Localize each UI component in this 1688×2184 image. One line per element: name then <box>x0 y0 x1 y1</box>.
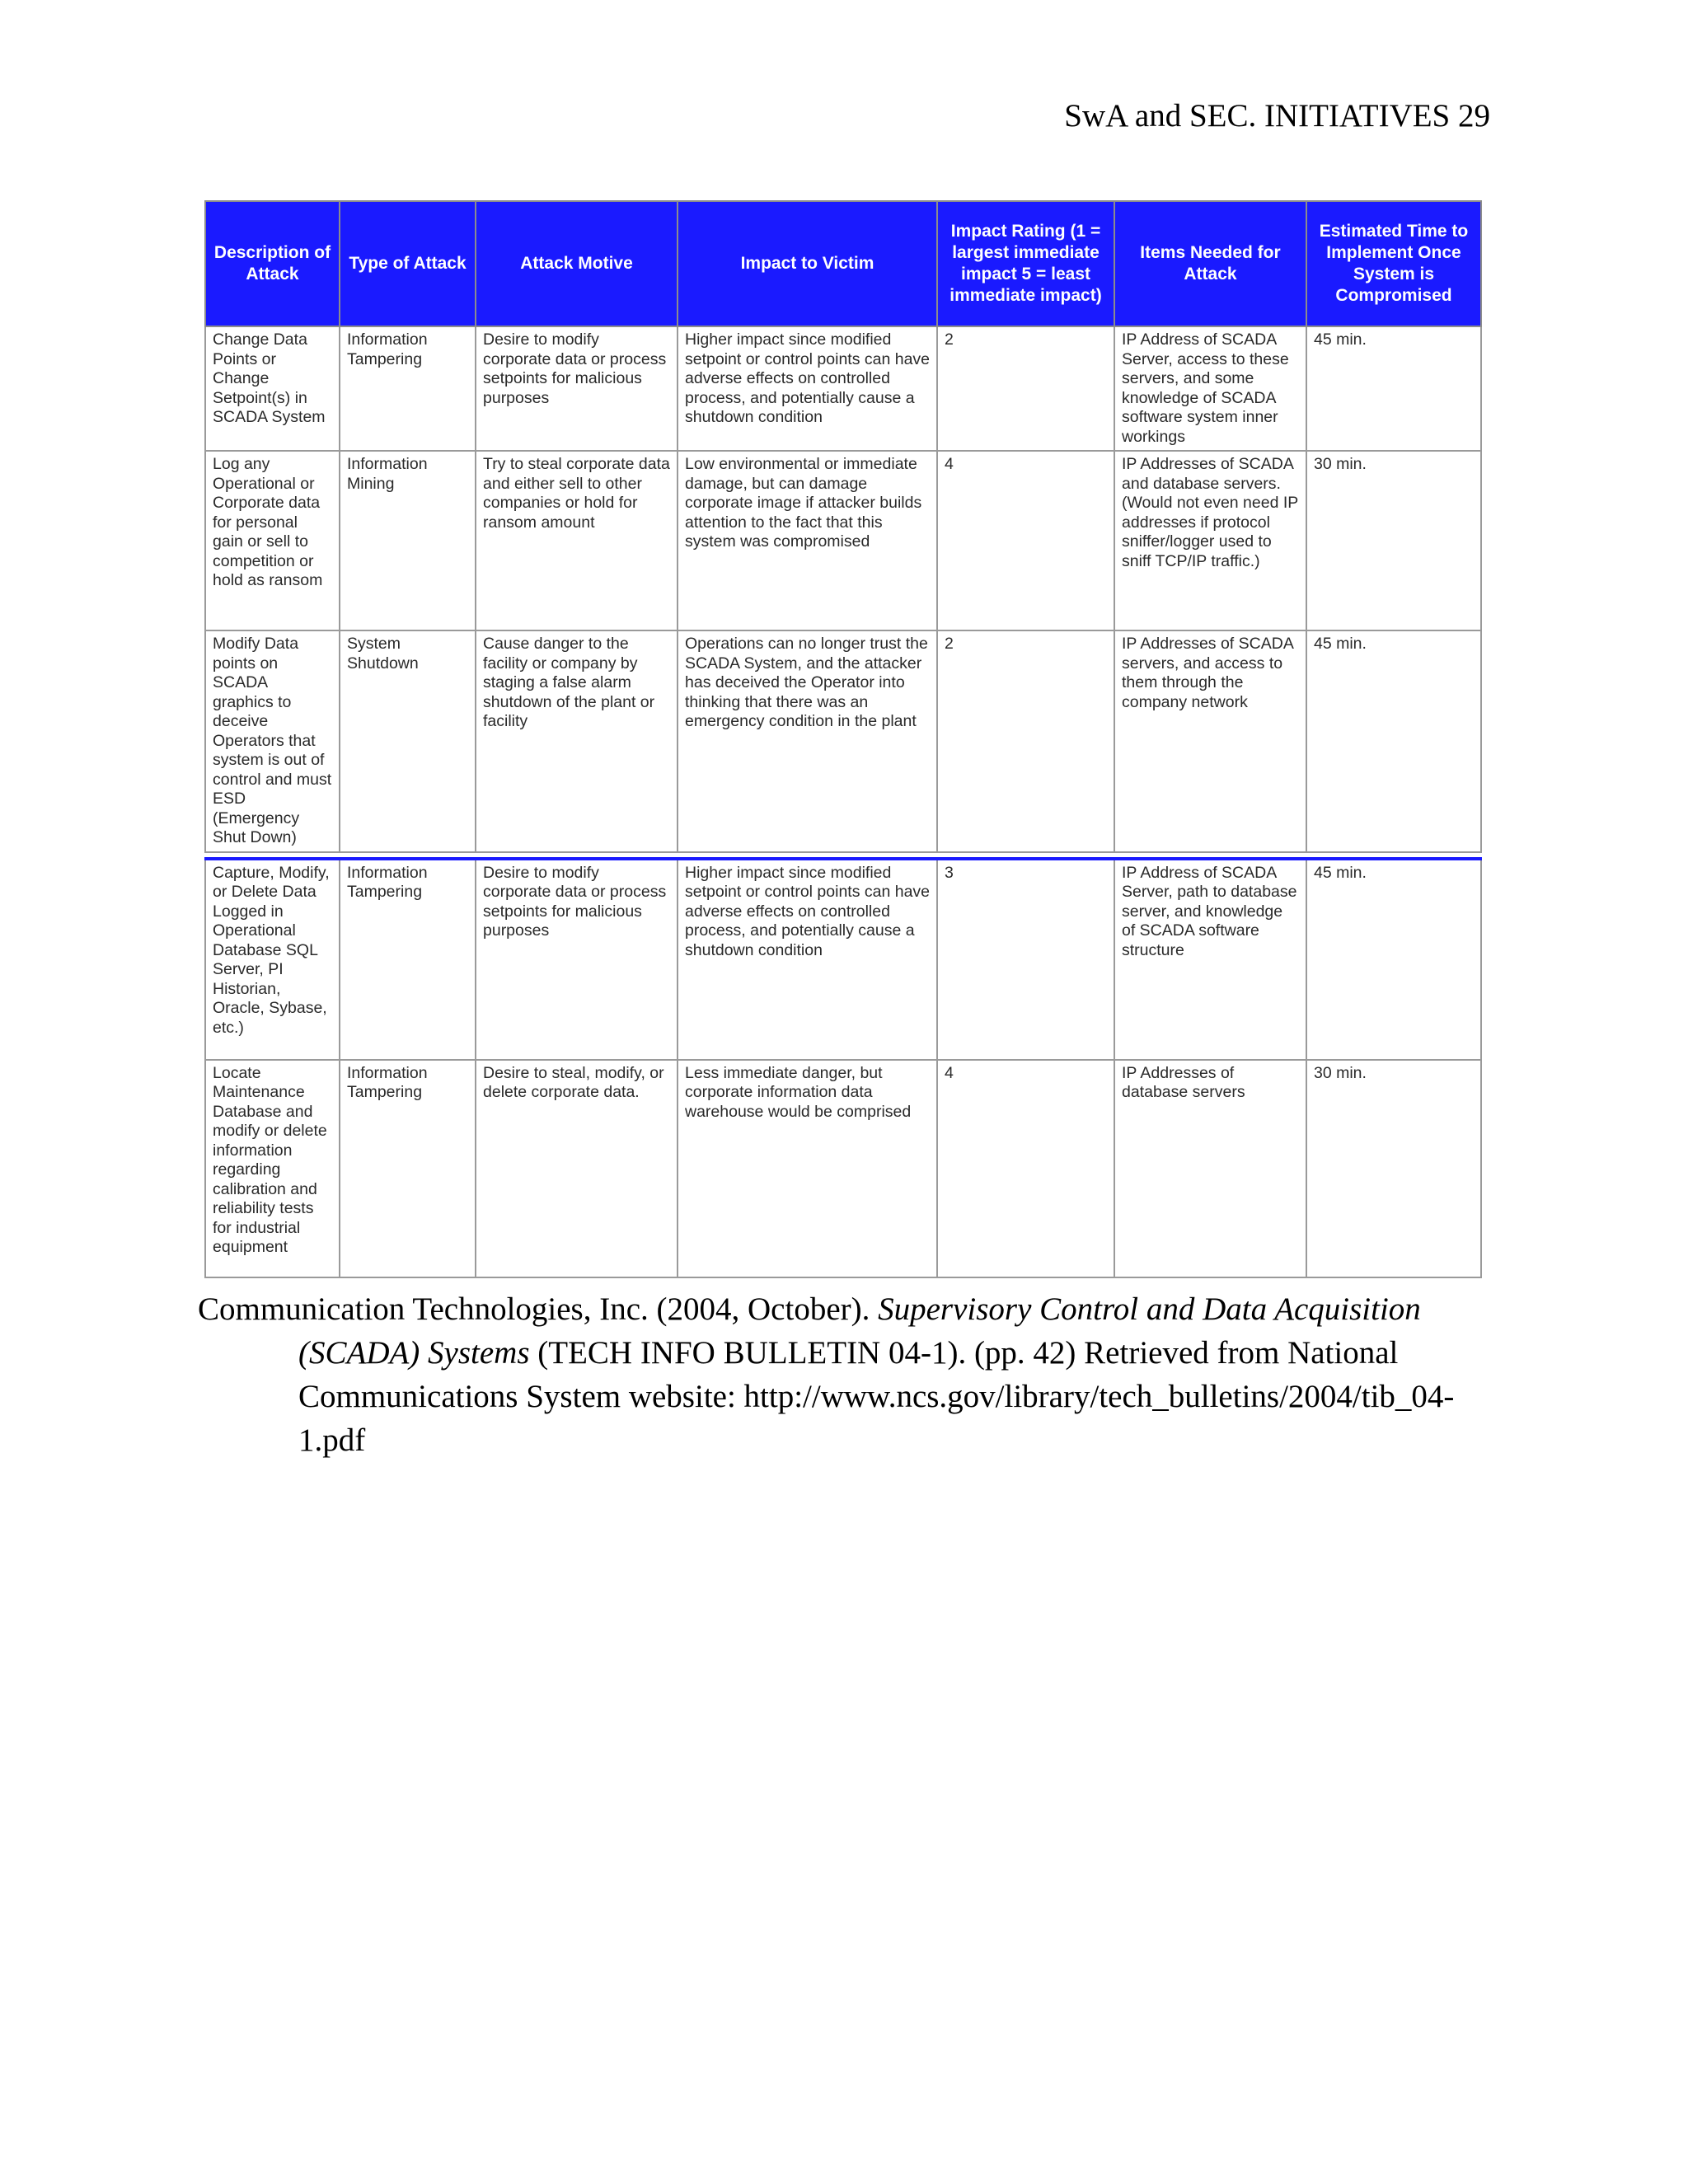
cell-description: Modify Data points on SCADA graphics to deceive Operators that system is out of control and must ESD (Emergency Shut Down) <box>205 630 340 852</box>
citation-lead: Communication Technologies, Inc. (2004, October). <box>198 1291 879 1327</box>
cell-type: Information Mining <box>340 451 476 630</box>
cell-impact: Less immediate danger, but corporate information data warehouse would be comprised <box>678 1060 937 1277</box>
table-header-row <box>205 201 1481 326</box>
cell-rating: 4 <box>937 451 1114 630</box>
cell-time: 45 min. <box>1306 630 1481 852</box>
table-row <box>205 326 1481 451</box>
column-header-type: Type of Attack <box>340 201 476 326</box>
gap-cell <box>205 852 1481 859</box>
attack-table-figure <box>204 200 1480 1283</box>
table-gap <box>205 852 1481 859</box>
cell-description: Log any Operational or Corporate data for personal gain or sell to competition or hold as ransom <box>205 451 340 630</box>
cell-items: IP Address of SCADA Server, access to these servers, and some knowledge of SCADA software system inner workings <box>1114 326 1306 451</box>
cell-time: 30 min. <box>1306 451 1481 630</box>
cell-time: 45 min. <box>1306 859 1481 1060</box>
attack-table <box>204 200 1482 1278</box>
cell-items: IP Addresses of SCADA servers, and access to them through the company network <box>1114 630 1306 852</box>
column-header-motive: Attack Motive <box>476 201 678 326</box>
table-row <box>205 859 1481 1060</box>
column-header-description: Description of Attack <box>205 201 340 326</box>
column-header-time: Estimated Time to Implement Once System is Compromised <box>1306 201 1481 326</box>
cell-items: IP Addresses of database servers <box>1114 1060 1306 1277</box>
citation-title: Supervisory Control and Data Acquisition (SCADA) Systems <box>298 1291 1421 1371</box>
table-row <box>205 1060 1481 1277</box>
column-header-items: Items Needed for Attack <box>1114 201 1306 326</box>
cell-rating: 2 <box>937 630 1114 852</box>
citation-rest: (TECH INFO BULLETIN 04-1). (pp. 42) Retrieved from National Communications System website: http://www.ncs.gov/library/tech_bulletins/2004/tib_04-1.pdf <box>298 1335 1455 1458</box>
cell-motive: Cause danger to the facility or company by staging a false alarm shutdown of the plant or facility <box>476 630 678 852</box>
cell-items: IP Address of SCADA Server, path to database server, and knowledge of SCADA software structure <box>1114 859 1306 1060</box>
cell-type: System Shutdown <box>340 630 476 852</box>
cell-impact: Higher impact since modified setpoint or control points can have adverse effects on controlled process, and potentially cause a shutdown condition <box>678 326 937 451</box>
reference-citation <box>198 1287 1500 1462</box>
cell-description: Change Data Points or Change Setpoint(s) in SCADA System <box>205 326 340 451</box>
cell-rating: 2 <box>937 326 1114 451</box>
table-row <box>205 451 1481 630</box>
column-header-impact: Impact to Victim <box>678 201 937 326</box>
cell-time: 45 min. <box>1306 326 1481 451</box>
cell-type: Information Tampering <box>340 326 476 451</box>
cell-motive: Desire to modify corporate data or process setpoints for malicious purposes <box>476 859 678 1060</box>
cell-rating: 4 <box>937 1060 1114 1277</box>
column-header-rating: Impact Rating (1 = largest immediate impact 5 = least immediate impact) <box>937 201 1114 326</box>
cell-type: Information Tampering <box>340 859 476 1060</box>
cell-motive: Try to steal corporate data and either sell to other companies or hold for ransom amount <box>476 451 678 630</box>
cell-impact: Higher impact since modified setpoint or control points can have adverse effects on controlled process, and potentially cause a shutdown condition <box>678 859 937 1060</box>
table-row <box>205 630 1481 852</box>
cell-description: Locate Maintenance Database and modify or delete information regarding calibration and reliability tests for industrial equipment <box>205 1060 340 1277</box>
cell-impact: Operations can no longer trust the SCADA System, and the attacker has deceived the Operator into thinking that there was an emergency condition in the plant <box>678 630 937 852</box>
running-head: SwA and SEC. INITIATIVES 29 <box>1064 98 1490 134</box>
cell-items: IP Addresses of SCADA and database servers. (Would not even need IP addresses if protocol sniffer/logger used to sniff TCP/IP traffic.) <box>1114 451 1306 630</box>
cell-type: Information Tampering <box>340 1060 476 1277</box>
cell-motive: Desire to steal, modify, or delete corporate data. <box>476 1060 678 1277</box>
cell-rating: 3 <box>937 859 1114 1060</box>
cell-motive: Desire to modify corporate data or process setpoints for malicious purposes <box>476 326 678 451</box>
citation-paragraph <box>198 1287 1500 1462</box>
cell-description: Capture, Modify, or Delete Data Logged in Operational Database SQL Server, PI Historian, Oracle, Sybase, etc.) <box>205 859 340 1060</box>
cell-impact: Low environmental or immediate damage, but can damage corporate image if attacker builds attention to the fact that this system was compromised <box>678 451 937 630</box>
cell-time: 30 min. <box>1306 1060 1481 1277</box>
